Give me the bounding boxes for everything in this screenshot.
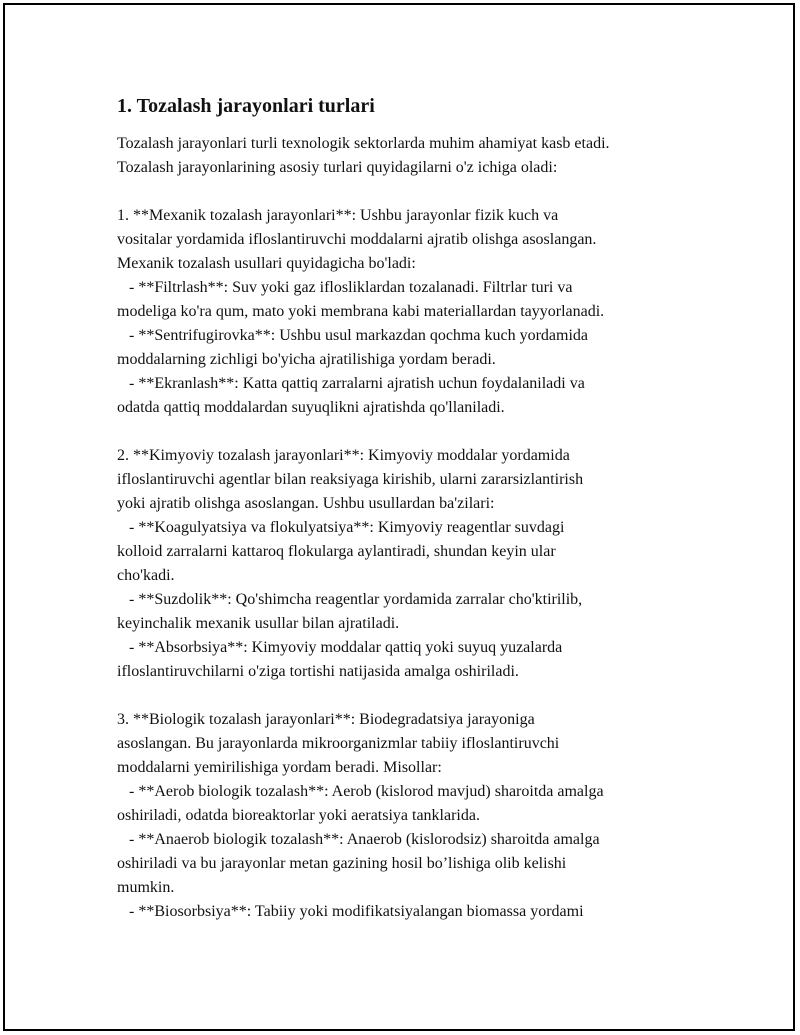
document-content xyxy=(117,92,707,924)
section-heading: 1. Tozalash jarayonlari turlari xyxy=(117,95,375,117)
section-body-text: Tozalash jarayonlari turli texnologik sektorlarda muhim ahamiyat kasb etadi. Tozalash jarayonlarining asosiy turlari quyidagilarni o'z ichiga oladi: 1. **Mexanik tozalash jarayonlari**: Ushbu jarayonlar fizik kuch va vositalar yordamida ifloslantiruvchi moddalarni ajratib olishga asoslangan. Mexanik tozalash usullari quyidagicha bo'ladi: - **Filtrlash**: Suv yoki gaz iflosliklardan tozalanadi. Filtrlar turi va modeliga ko'ra qum, mato yoki membrana kabi materiallardan tayyorlanadi. - **Sentrifugirovka**: Ushbu usul markazdan qochma kuch yordamida moddalarning zichligi bo'yicha ajratilishiga yordam beradi. - **Ekranlash**: Katta qattiq zarralarni ajratish uchun foydalaniladi va odatda qattiq moddalardan suyuqlikni ajratishda qo'llaniladi. 2. **Kimyoviy tozalash jarayonlari**: Kimyoviy moddalar yordamida ifloslantiruvchi agentlar bilan reaksiyaga kirishib, ularni zararsizlantirish yoki ajratib olishga asoslangan. Ushbu usullardan ba'zilari: - **Koagulyatsiya va flokulyatsiya**: Kimyoviy reagentlar suvdagi kolloid zarralarni kattaroq flokularga aylantiradi, shundan keyin ular cho'kadi. - **Suzdolik**: Qo'shimcha reagentlar yordamida zarralar cho'ktirilib, keyinchalik mexanik usullar bilan ajratiladi. - **Absorbsiya**: Kimyoviy moddalar qattiq yoki suyuq yuzalarda ifloslantiruvchilarni o'ziga tortishi natijasida amalga oshiriladi. 3. **Biologik tozalash jarayonlari**: Biodegradatsiya jarayoniga asoslangan. Bu jarayonlarda mikroorganizmlar tabiiy ifloslantiruvchi moddalarni yemirilishiga yordam beradi. Misollar: - **Aerob biologik tozalash**: Aerob (kislorod mavjud) sharoitda amalga oshiriladi, odatda bioreaktorlar yoki aeratsiya tanklarida. - **Anaerob biologik tozalash**: Anaerob (kislorodsiz) sharoitda amalga oshiriladi va bu jarayonlar metan gazining hosil bo’lishiga olib kelishi mumkin. - **Biosorbsiya**: Tabiiy yoki modifikatsiyalangan biomassa yordami xyxy=(117,135,610,920)
